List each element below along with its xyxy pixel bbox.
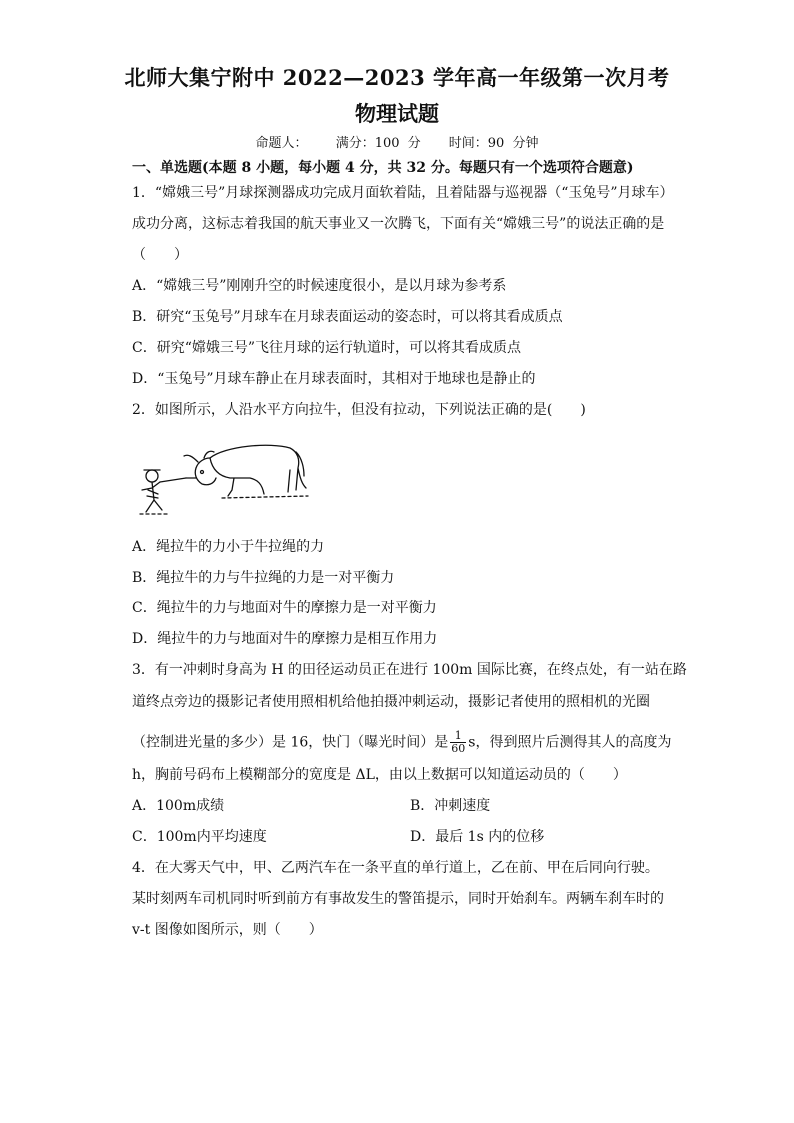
q1-line2: 成功分离，这标志着我国的航天事业又一次腾飞，下面有关“嫦娥三号”的说法正确的是 xyxy=(132,216,665,232)
q3-line3-post: s，得到照片后测得其人的高度为 xyxy=(468,734,672,751)
ox-illustration xyxy=(130,428,310,528)
q3-line2: 道终点旁边的摄影记者使用照相机给他拍摄冲刺运动，摄影记者使用的照相机的光圈 xyxy=(132,694,650,710)
q2-option-b: B．绳拉牛的力与牛拉绳的力是一对平衡力 xyxy=(132,570,395,586)
exam-meta xyxy=(0,132,794,151)
fraction-denominator: 60 xyxy=(451,742,466,755)
q2-option-d: D．绳拉牛的力与地面对牛的摩擦力是相互作用力 xyxy=(132,631,438,647)
q1-line3: （ ） xyxy=(132,247,188,263)
q3-option-b: B．冲刺速度 xyxy=(410,798,491,814)
q2-option-a: A．绳拉牛的力小于牛拉绳的力 xyxy=(132,539,325,555)
score-label: 满分：100 分 xyxy=(335,136,421,151)
q1-line1: 1．“嫦娥三号”月球探测器成功完成月面软着陆，且着陆器与巡视器（“玉兔号”月球车） xyxy=(132,185,674,201)
q1-option-a: A．“嫦娥三号”刚刚升空的时候速度很小，是以月球为参考系 xyxy=(132,278,507,294)
section-heading: 一、单选题(本题 8 小题，每小题 4 分，共 32 分。每题只有一个选项符合题意) xyxy=(132,160,634,176)
q4-line2: 某时刻两车司机同时听到前方有事故发生的警笛提示，同时开始刹车。两辆车刹车时的 xyxy=(132,891,664,907)
exam-title: 北师大集宁附中 2022—2023 学年高一年级第一次月考 xyxy=(124,65,670,90)
time-label: 时间：90 分钟 xyxy=(448,136,539,151)
q2-option-c: C．绳拉牛的力与地面对牛的摩擦力是一对平衡力 xyxy=(132,600,437,616)
q2-line1: 2．如图所示，人沿水平方向拉牛，但没有拉动，下列说法正确的是( ) xyxy=(132,402,586,418)
exposure-fraction xyxy=(450,730,466,755)
q3-line1: 3．有一冲刺时身高为 H 的田径运动员正在进行 100m 国际比赛，在终点处，有一站在路 xyxy=(132,662,687,678)
q3-line3-pre: （控制进光量的多少）是 16，快门（曝光时间）是 xyxy=(132,734,449,751)
q4-line3: v-t 图像如图所示，则（ ） xyxy=(132,922,323,938)
q1-option-d: D．“玉兔号”月球车静止在月球表面时，其相对于地球也是静止的 xyxy=(132,371,536,387)
fraction-numerator: 1 xyxy=(450,730,466,743)
exam-subtitle: 物理试题 xyxy=(355,101,439,126)
author-label: 命题人： xyxy=(255,136,308,151)
q1-option-b: B．研究“玉兔号”月球车在月球表面运动的姿态时，可以将其看成质点 xyxy=(132,309,563,325)
q3-option-d: D．最后 1s 内的位移 xyxy=(410,829,545,845)
q3-line3 xyxy=(132,730,671,755)
q1-option-c: C．研究“嫦娥三号”飞往月球的运行轨道时，可以将其看成质点 xyxy=(132,340,522,356)
q4-line1: 4．在大雾天气中，甲、乙两汽车在一条平直的单行道上，乙在前、甲在后同向行驶。 xyxy=(132,860,659,876)
q3-option-a: A．100m成绩 xyxy=(132,798,225,814)
person-pulling-ox-figure xyxy=(130,428,310,528)
q3-option-c: C．100m内平均速度 xyxy=(132,829,267,845)
q3-line4: h，胸前号码布上模糊部分的宽度是 ΔL，由以上数据可以知道运动员的（ ） xyxy=(132,767,627,783)
